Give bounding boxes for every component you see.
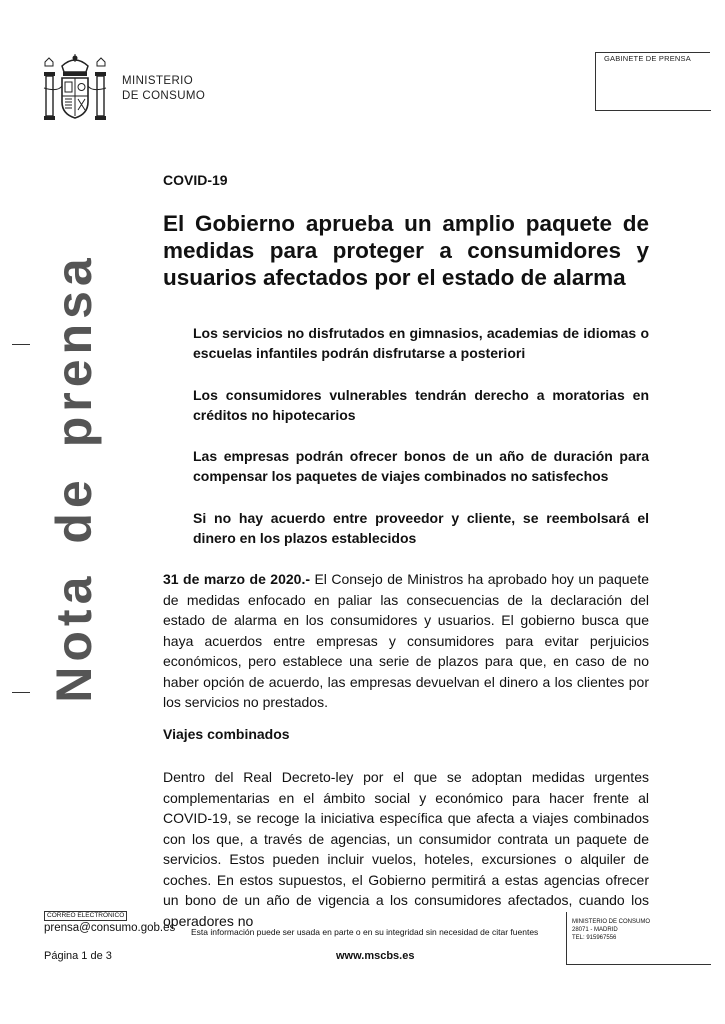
lead-text: El Consejo de Ministros ha aprobado hoy un paquete de medidas enfocado en paliar las consecuencias de la declaración del estado de alarma en los consumidores y usuarios. El gobierno busca que haya acuerdos entre empresas y consumidores para evitar perjuicios económicos, pero establece una serie de plazos para que, en caso de no haber opción de acuerdo, las empresas devuelvan el dinero a los clientes por los servicios no prestados. xyxy=(163,571,649,710)
section-heading: Viajes combinados xyxy=(163,726,290,742)
ministry-line-2: DE CONSUMO xyxy=(122,90,206,102)
side-tick-top xyxy=(12,344,30,345)
email-label: CORREO ELECTRÓNICO xyxy=(44,911,127,921)
headline: El Gobierno aprueba un amplio paquete de medidas para proteger a consumidores y usuarios afectados por el estado de alarma xyxy=(163,211,649,290)
topic-tag: COVID-19 xyxy=(163,172,228,188)
page-number: Página 1 de 3 xyxy=(44,950,112,962)
section-paragraph: Dentro del Real Decreto-ley por el que se adoptan medidas urgentes complementarias en el ámbito social y económico para hacer frente al COVID-19, se recoge la iniciativa específica que afecta a viajes combinados con los que, a través de agencias, un consumidor contrata un paquete de servicios. Estos pueden incluir vuelos, hoteles, excursiones o alquiler de coches. En estos supuestos, el Gobierno permitirá a estas agencias ofrecer un bono de un año de vigencia a los consumidores afectados, cuando los operadores no xyxy=(163,769,649,929)
side-label-word-2: de xyxy=(46,475,102,544)
coat-of-arms-icon xyxy=(42,52,108,124)
subheadline: Si no hay acuerdo entre proveedor y cliente, se reembolsará el dinero en los plazos establecidos xyxy=(193,510,649,546)
address-line-3: TEL: 915967556 xyxy=(572,935,617,941)
ministry-name xyxy=(122,74,205,104)
subheadline: Las empresas podrán ofrecer bonos de un año de duración para compensar los paquetes de viajes combinados no satisfechos xyxy=(193,448,649,484)
footer-rule xyxy=(566,964,711,965)
subheadline: Los consumidores vulnerables tendrán derecho a moratorias en créditos no hipotecarios xyxy=(193,387,649,423)
press-email[interactable]: prensa@consumo.gob.es xyxy=(44,922,176,934)
office-label: GABINETE DE PRENSA xyxy=(604,54,691,63)
subheadline: Los servicios no disfrutados en gimnasios, academias de idiomas o escuelas infantiles podrán disfrutarse a posteriori xyxy=(193,325,649,361)
address-line-2: 28071 - MADRID xyxy=(572,927,618,933)
lead-paragraph xyxy=(163,569,649,713)
side-label-word-3: prensa xyxy=(46,253,102,448)
footer-divider xyxy=(566,912,567,964)
website-link[interactable]: www.mscbs.es xyxy=(336,950,415,962)
lead-date: 31 de marzo de 2020.- xyxy=(163,571,311,587)
footer-address xyxy=(572,918,650,942)
side-tick-bottom xyxy=(12,692,30,693)
address-line-1: MINISTERIO DE CONSUMO xyxy=(572,919,651,925)
side-label-word-1: Nota xyxy=(46,571,102,703)
usage-disclaimer: Esta información puede ser usada en parte o en su integridad sin necesidad de citar fuentes xyxy=(191,927,539,937)
press-release-side-label xyxy=(45,253,103,702)
ministry-line-1: MINISTERIO xyxy=(122,75,194,87)
